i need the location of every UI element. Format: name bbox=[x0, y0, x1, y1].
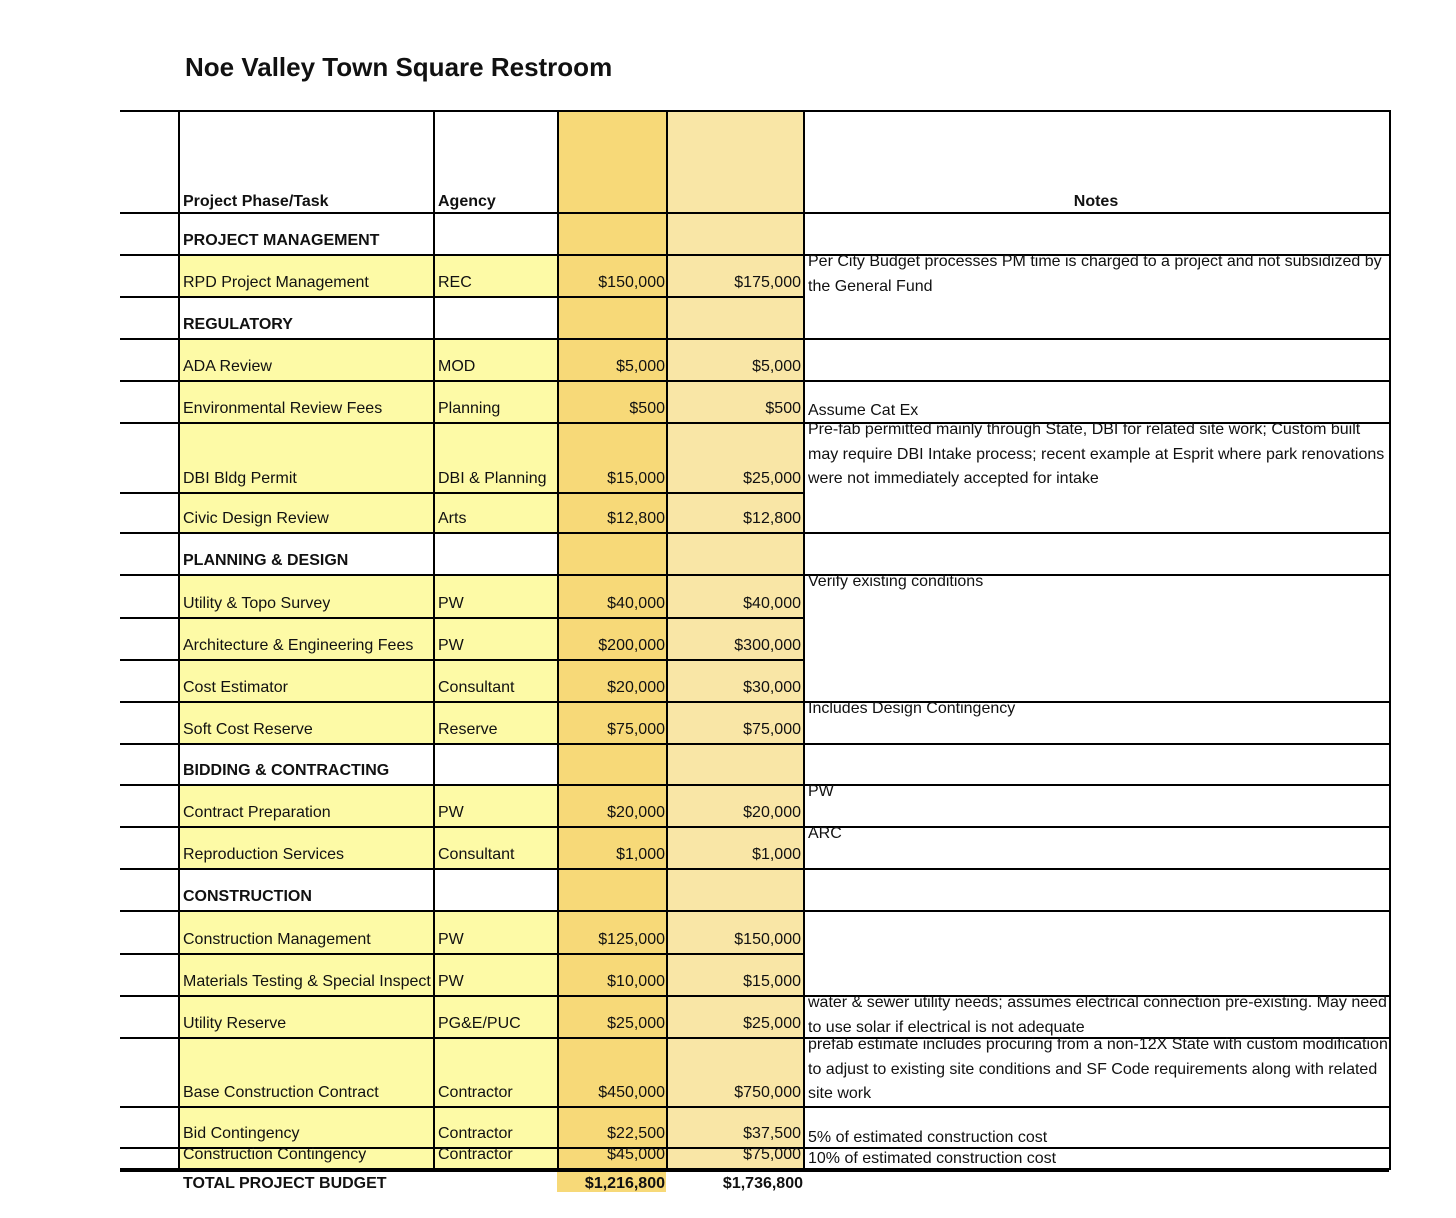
note-text: Includes Design Contingency bbox=[808, 700, 1016, 717]
section-heading: REGULATORY bbox=[183, 316, 293, 333]
prefab-amount: $45,000 bbox=[607, 1146, 665, 1163]
custom-amount: $12,800 bbox=[743, 510, 801, 527]
task-label: Environmental Review Fees bbox=[183, 400, 383, 417]
header-notes: Notes bbox=[1073, 193, 1119, 210]
section-heading: BIDDING & CONTRACTING bbox=[183, 762, 390, 779]
grid-line bbox=[1389, 110, 1391, 1170]
grid-line bbox=[120, 110, 1389, 112]
agency-value: Arts bbox=[438, 510, 467, 527]
custom-amount: $175,000 bbox=[734, 274, 801, 291]
task-label: ADA Review bbox=[183, 358, 272, 375]
custom-amount: $15,000 bbox=[743, 973, 801, 990]
section-heading: CONSTRUCTION bbox=[183, 888, 312, 905]
note-text: Pre-fab permitted mainly through State, DBI for related site work; Custom built may require DBI Intake process; recent example at Esprit where park renovations were not immediately accepted for intake bbox=[808, 421, 1385, 487]
agency-value: Contractor bbox=[438, 1146, 513, 1163]
note-text: 10% of estimated construction cost bbox=[808, 1150, 1057, 1167]
grid-line bbox=[120, 212, 1389, 214]
section-heading: PLANNING & DESIGN bbox=[183, 552, 349, 569]
agency-value: PW bbox=[438, 637, 464, 654]
agency-value: Contractor bbox=[438, 1084, 513, 1101]
total-custom: $1,736,800 bbox=[722, 1175, 803, 1192]
custom-amount: $30,000 bbox=[743, 679, 801, 696]
prefab-amount: $125,000 bbox=[598, 931, 665, 948]
section-heading: PROJECT MANAGEMENT bbox=[183, 232, 380, 249]
custom-amount: $25,000 bbox=[743, 470, 801, 487]
custom-amount: $75,000 bbox=[743, 1146, 801, 1163]
header-task: Project Phase/Task bbox=[183, 193, 329, 210]
prefab-amount: $450,000 bbox=[598, 1084, 665, 1101]
grid-line bbox=[120, 296, 803, 298]
prefab-amount: $12,800 bbox=[607, 510, 665, 527]
task-label: Base Construction Contract bbox=[183, 1084, 379, 1101]
total-label: TOTAL PROJECT BUDGET bbox=[183, 1175, 387, 1192]
prefab-amount: $20,000 bbox=[607, 679, 665, 696]
custom-amount: $75,000 bbox=[743, 721, 801, 738]
custom-amount: $37,500 bbox=[743, 1125, 801, 1142]
agency-value: Reserve bbox=[438, 721, 498, 738]
grid-line bbox=[120, 868, 1389, 870]
agency-value: PW bbox=[438, 931, 464, 948]
grid-line bbox=[178, 110, 180, 1168]
task-label: Construction Contingency bbox=[183, 1146, 367, 1163]
custom-amount: $40,000 bbox=[743, 595, 801, 612]
prefab-amount: $150,000 bbox=[598, 274, 665, 291]
prefab-amount: $200,000 bbox=[598, 637, 665, 654]
grid-line bbox=[803, 110, 805, 1168]
custom-amount: $20,000 bbox=[743, 804, 801, 821]
agency-value: PW bbox=[438, 595, 464, 612]
note-text: water & sewer utility needs; assumes electrical connection pre-existing. May need to use solar if electrical is not adequate bbox=[808, 994, 1387, 1036]
note-text: ARC bbox=[808, 825, 842, 842]
note-text: prefab estimate includes procuring from a non-12X State with custom modification to adjust to existing site conditions and SF Code requirements along with related site work bbox=[808, 1036, 1388, 1102]
grid-line bbox=[120, 953, 803, 955]
task-label: Materials Testing & Special Inspect bbox=[183, 973, 431, 990]
custom-amount: $1,000 bbox=[752, 846, 801, 863]
prefab-amount: $25,000 bbox=[607, 1015, 665, 1032]
task-label: Reproduction Services bbox=[183, 846, 344, 863]
task-label: Architecture & Engineering Fees bbox=[183, 637, 414, 654]
prefab-amount: $40,000 bbox=[607, 595, 665, 612]
note-text: Verify existing conditions bbox=[808, 573, 984, 590]
prefab-amount: $22,500 bbox=[607, 1125, 665, 1142]
header-agency: Agency bbox=[438, 193, 496, 210]
grid-line bbox=[120, 743, 1389, 745]
task-label: Utility Reserve bbox=[183, 1015, 287, 1032]
prefab-amount: $15,000 bbox=[607, 470, 665, 487]
task-label: Construction Management bbox=[183, 931, 371, 948]
custom-amount: $25,000 bbox=[743, 1015, 801, 1032]
custom-amount: $150,000 bbox=[734, 931, 801, 948]
task-label: RPD Project Management bbox=[183, 274, 369, 291]
grid-line bbox=[120, 659, 803, 661]
note-text: Assume Cat Ex bbox=[808, 402, 919, 419]
agency-value: Consultant bbox=[438, 846, 515, 863]
grid-line bbox=[120, 532, 1389, 534]
task-label: Civic Design Review bbox=[183, 510, 329, 527]
grid-line bbox=[120, 492, 803, 494]
prefab-amount: $500 bbox=[629, 400, 665, 417]
grid-line bbox=[120, 380, 1389, 382]
grid-line bbox=[120, 338, 1389, 340]
agency-value: PW bbox=[438, 804, 464, 821]
prefab-amount: $75,000 bbox=[607, 721, 665, 738]
task-label: Soft Cost Reserve bbox=[183, 721, 313, 738]
task-label: DBI Bldg Permit bbox=[183, 470, 297, 487]
prefab-amount: $20,000 bbox=[607, 804, 665, 821]
agency-value: PG&E/PUC bbox=[438, 1015, 521, 1032]
agency-value: MOD bbox=[438, 358, 476, 375]
prefab-amount: $5,000 bbox=[616, 358, 665, 375]
agency-value: REC bbox=[438, 274, 472, 291]
task-label: Bid Contingency bbox=[183, 1125, 300, 1142]
grid-line bbox=[120, 617, 803, 619]
page-title: Noe Valley Town Square Restroom bbox=[185, 52, 613, 82]
grid-line bbox=[120, 910, 1389, 912]
custom-amount: $500 bbox=[765, 400, 801, 417]
note-text: PW bbox=[808, 783, 834, 800]
prefab-amount: $10,000 bbox=[607, 973, 665, 990]
agency-value: DBI & Planning bbox=[438, 470, 547, 487]
custom-amount: $5,000 bbox=[752, 358, 801, 375]
task-label: Cost Estimator bbox=[183, 679, 288, 696]
prefab-amount: $1,000 bbox=[616, 846, 665, 863]
note-text: Per City Budget processes PM time is charged to a project and not subsidized by the General Fund bbox=[808, 253, 1382, 295]
total-prefab: $1,216,800 bbox=[584, 1175, 665, 1192]
custom-amount: $750,000 bbox=[734, 1084, 801, 1101]
agency-value: Consultant bbox=[438, 679, 515, 696]
note-text: 5% of estimated construction cost bbox=[808, 1129, 1048, 1146]
task-label: Utility & Topo Survey bbox=[183, 595, 331, 612]
agency-value: Contractor bbox=[438, 1125, 513, 1142]
grid-line bbox=[433, 110, 435, 1168]
agency-value: Planning bbox=[438, 400, 501, 417]
custom-amount: $300,000 bbox=[734, 637, 801, 654]
agency-value: PW bbox=[438, 973, 464, 990]
task-label: Contract Preparation bbox=[183, 804, 331, 821]
